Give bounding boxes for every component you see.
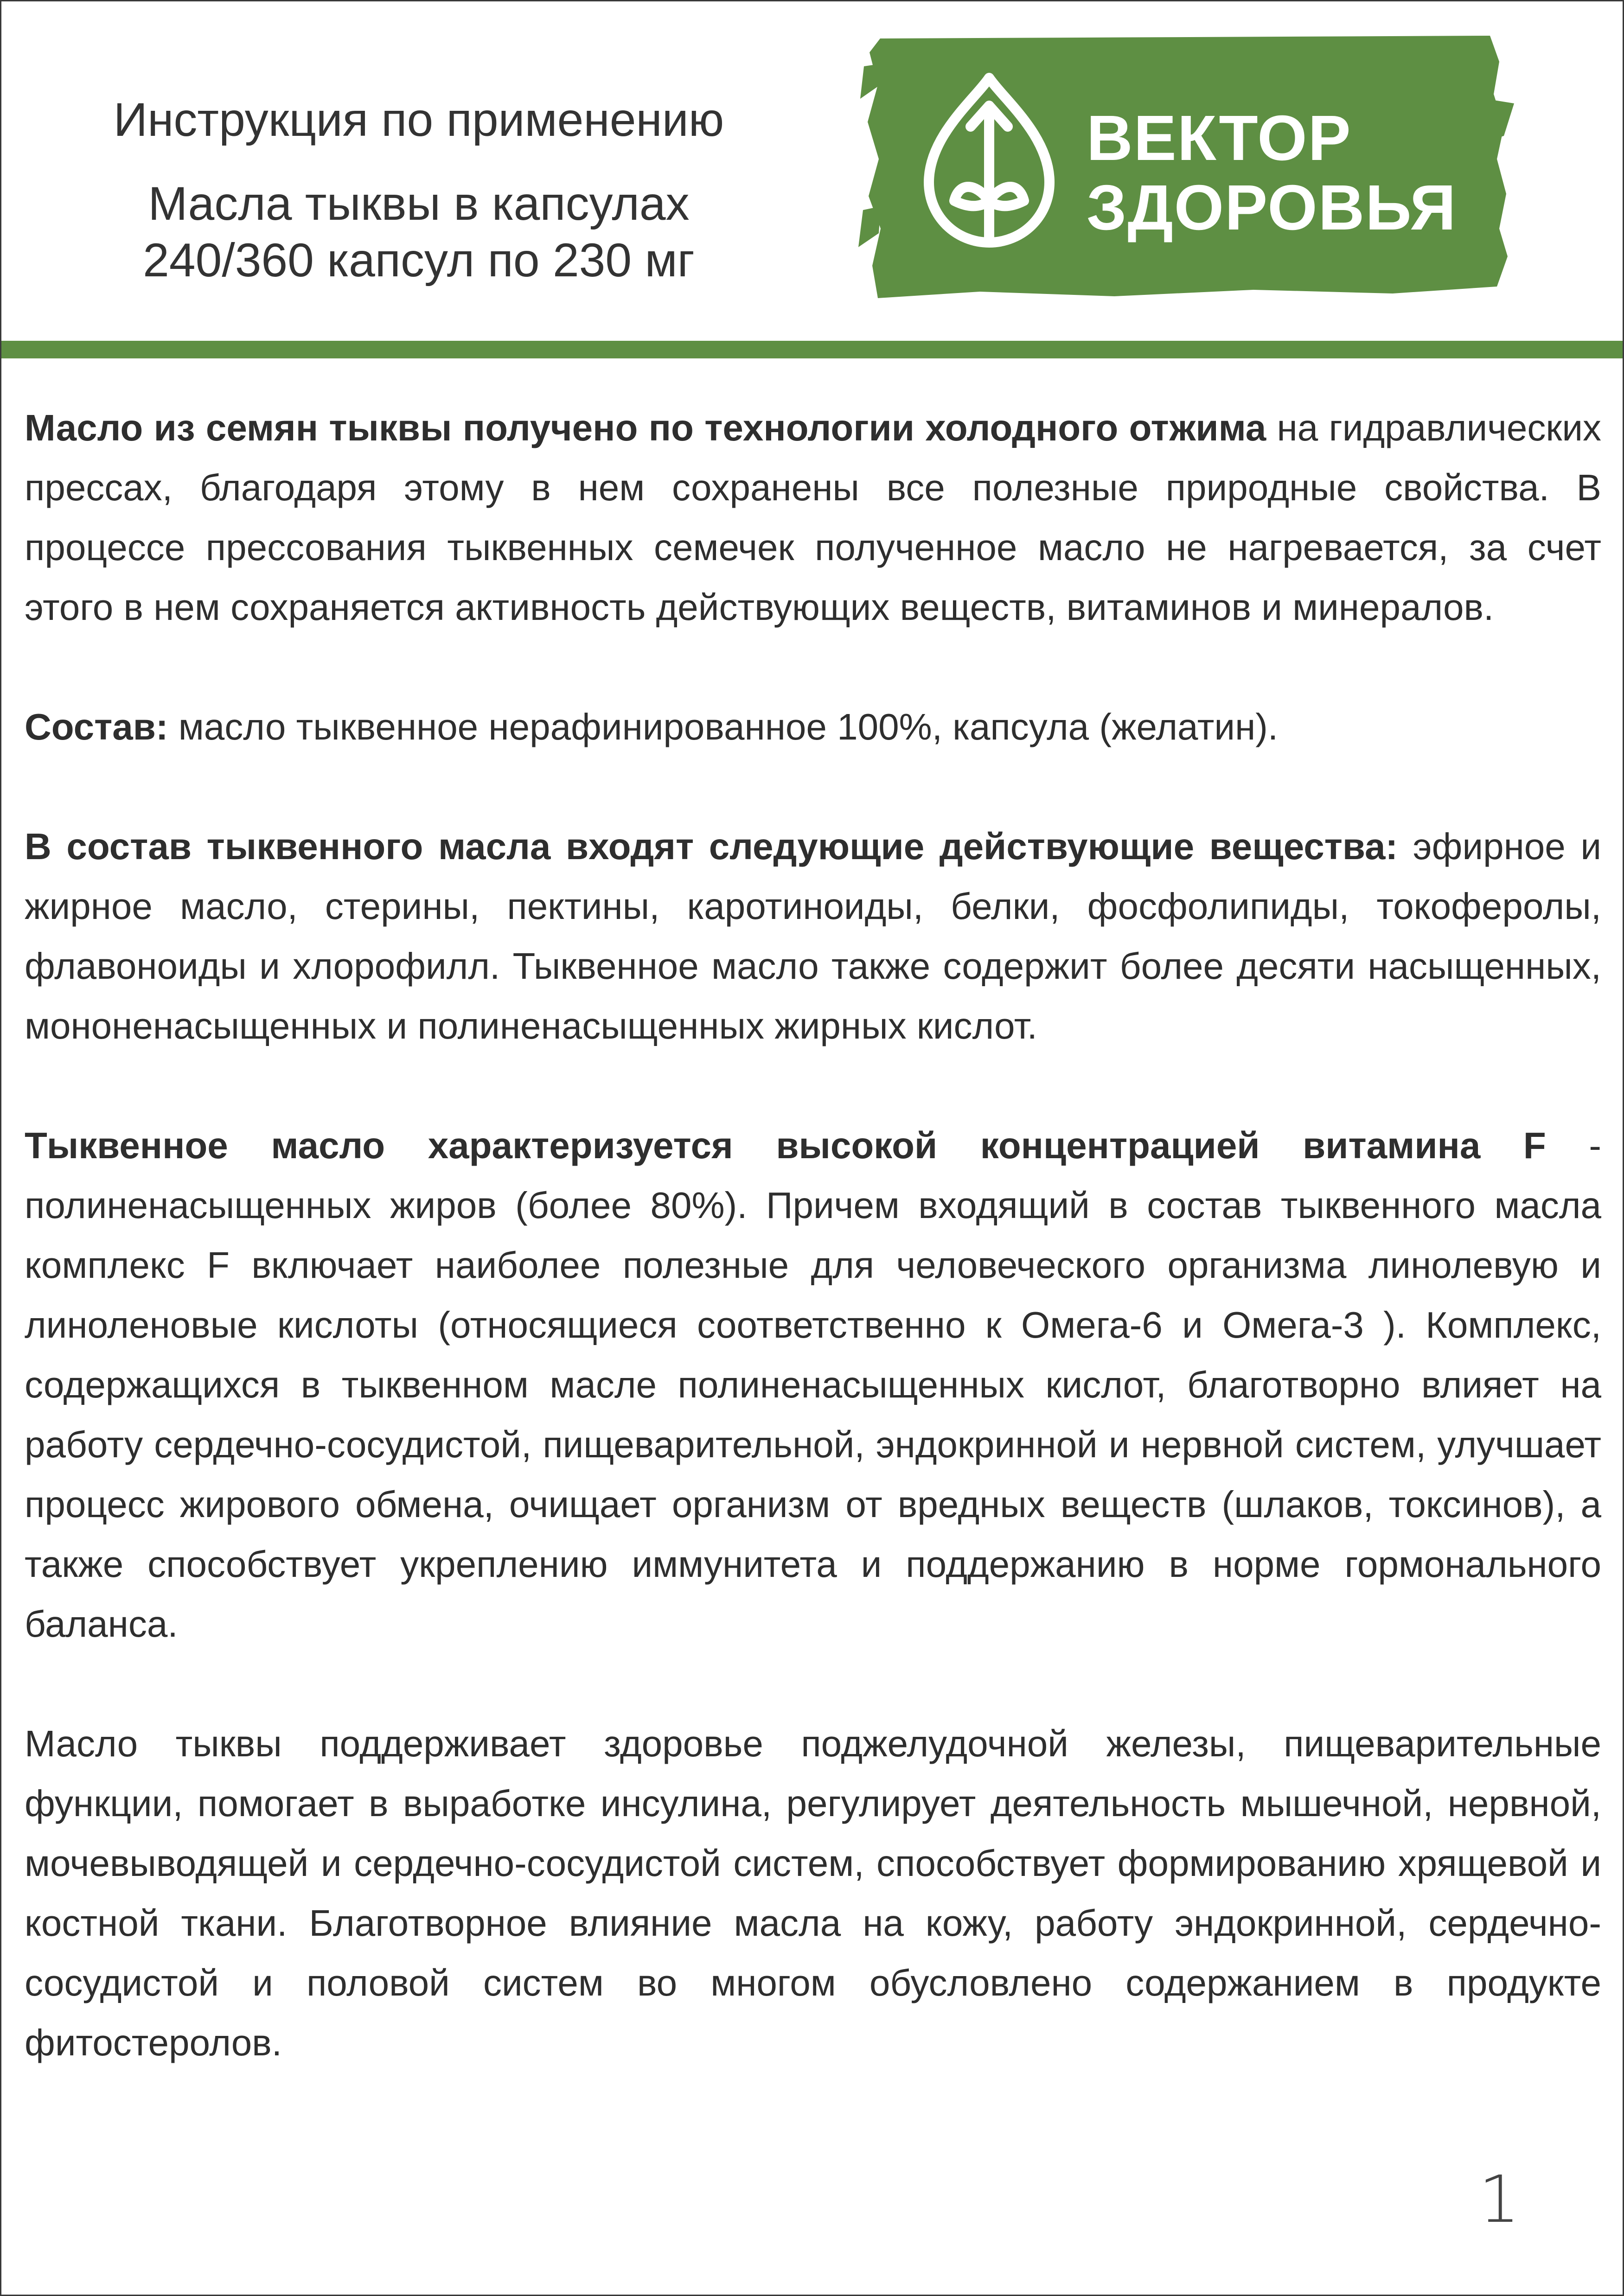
instruction-body [25, 398, 1601, 2132]
brand-name-line-1: ВЕКТОР [1087, 102, 1352, 174]
paragraph-text: масло тыквенное нерафинированное 100%, капсула (желатин). [168, 706, 1279, 747]
paragraph-lead: Состав: [25, 706, 168, 747]
header-divider [1, 341, 1623, 358]
brand-name-line-2: ЗДОРОВЬЯ [1087, 172, 1457, 243]
paragraph-benefits [25, 1714, 1601, 2073]
paragraph-text: - полиненасыщенных жиров (более 80%). Причем входящий в состав тыквенного масла комплекс F включает наиболее полезные для человеческого организма линолевую и линоленовые кислоты (относящиеся соответственно к Омега-6 и Омега-3 ). Комплекс, содержащихся в тыквенном масле полиненасыщенных кислот, благотворно влияет на работу сердечно-сосудистой, пищеварительной, эндокринной и нервной систем, улучшает процесс жирового обмена, очищает организм от вредных веществ (шлаков, токсинов), а также способствует укреплению иммунитета и поддержанию в норме гормонального баланса. [25, 1125, 1601, 1645]
paragraph-lead: Тыквенное масло характеризуется высокой концентрацией витамина F [25, 1125, 1546, 1166]
product-name-line-2: 240/360 капсул по 230 мг [143, 234, 695, 287]
product-name-line-1: Масла тыквы в капсулах [148, 177, 690, 230]
paragraph-lead: Масло из семян тыквы получено по технологии холодного отжима [25, 407, 1266, 448]
product-name [76, 175, 762, 288]
paragraph-lead: В состав тыквенного масла входят следующие действующие вещества: [25, 826, 1398, 867]
document-title: Инструкция по применению [113, 93, 724, 146]
page-header [1, 1, 1623, 335]
paragraph-composition [25, 697, 1601, 757]
paragraph-text: на гидравлических прессах, благодаря этому в нем сохранены все полезные природные свойства. В процессе прессования тыквенных семечек полученное масло не нагревается, за счет этого в нем сохраняется активность действующих веществ, витаминов и минералов. [25, 407, 1601, 628]
brand-logo [836, 34, 1518, 303]
paragraph-vitamin-f [25, 1116, 1601, 1654]
paragraph-cold-press [25, 398, 1601, 637]
paragraph-text: эфирное и жирное масло, стерины, пектины, каротиноиды, белки, фосфолипиды, токоферолы, флавоноиды и хлорофилл. Тыквенное масло также содержит более десяти насыщенных, мононенасыщенных и полиненасыщенных жирных кислот. [25, 826, 1601, 1046]
brand-name [1087, 103, 1457, 242]
paragraph-active-substances [25, 816, 1601, 1056]
page-number: 1 [1478, 2162, 1520, 2238]
paragraph-text: Масло тыквы поддерживает здоровье поджелудочной железы, пищеварительные функции, помогает в выработке инсулина, регулирует деятельность мышечной, нервной, мочевыводящей и сердечно-сосудистой систем, способствует формированию хрящевой и костной ткани. Благотворное влияние масла на кожу, работу эндокринной, сердечно-сосудистой и половой систем во многом обусловлено содержанием в продукте фитостеролов. [25, 1723, 1601, 2063]
